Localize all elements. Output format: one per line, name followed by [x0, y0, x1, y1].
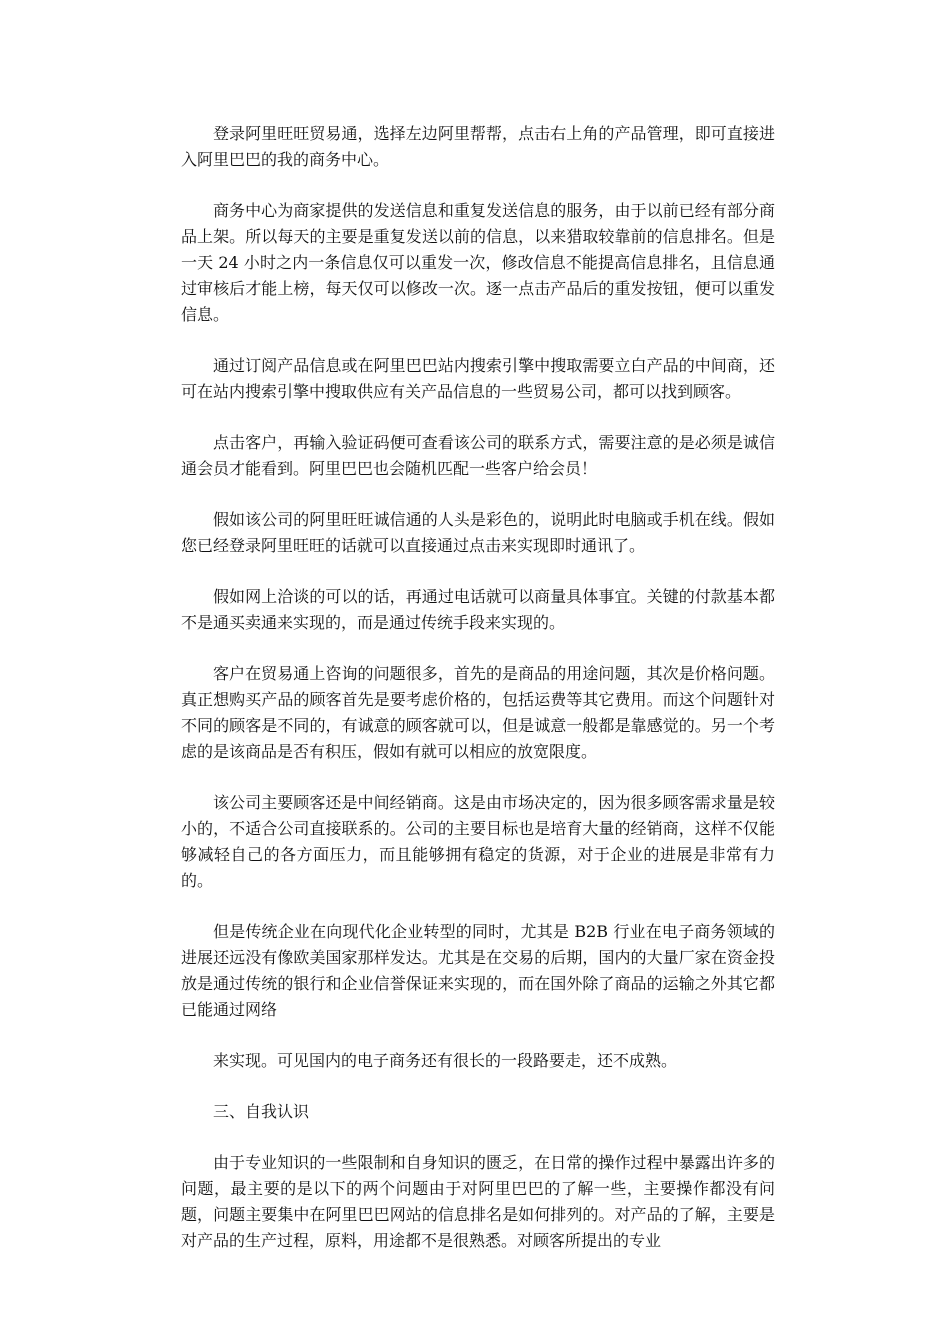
paragraph-2: 商务中心为商家提供的发送信息和重复发送信息的服务，由于以前已经有部分商品上架。所以每天的主要是重复发送以前的信息，以来猎取较靠前的信息排名。但是一天 24 小时之内一条信息仅可以重发一次，修改信息不能提高信息排名，且信息通过审核后才能上榜，每天仅可以修改一次。逐一点击产品后的重发按钮，便可以重发信息。: [181, 201, 775, 324]
paragraph-6: 假如网上洽谈的可以的话，再通过电话就可以商量具体事宜。关键的付款基本都不是通买卖通来实现的，而是通过传统手段来实现的。: [181, 587, 775, 632]
paragraph-11: 由于专业知识的一些限制和自身知识的匮乏，在日常的操作过程中暴露出许多的问题，最主要的是以下的两个问题由于对阿里巴巴的了解一些，主要操作都没有问题，问题主要集中在阿里巴巴网站的信息排名是如何排列的。对产品的了解，主要是对产品的生产过程，原料，用途都不是很熟悉。对顾客所提出的专业: [181, 1153, 775, 1250]
document-body: [181, 121, 775, 1279]
paragraph-1: 登录阿里旺旺贸易通，选择左边阿里帮帮，点击右上角的产品管理，即可直接进入阿里巴巴的我的商务中心。: [181, 124, 775, 169]
paragraph-5: 假如该公司的阿里旺旺诚信通的人头是彩色的，说明此时电脑或手机在线。假如您已经登录阿里旺旺的话就可以直接通过点击来实现即时通讯了。: [181, 510, 775, 555]
paragraph-3: 通过订阅产品信息或在阿里巴巴站内搜索引擎中搜取需要立白产品的中间商，还可在站内搜索引擎中搜取供应有关产品信息的一些贸易公司，都可以找到顾客。: [181, 356, 775, 401]
paragraph-7: 客户在贸易通上咨询的问题很多，首先的是商品的用途问题，其次是价格问题。真正想购买产品的顾客首先是要考虑价格的，包括运费等其它费用。而这个问题针对不同的顾客是不同的，有诚意的顾客就可以，但是诚意一般都是靠感觉的。另一个考虑的是该商品是否有积压，假如有就可以相应的放宽限度。: [181, 664, 775, 761]
paragraph-9: 但是传统企业在向现代化企业转型的同时，尤其是 B2B 行业在电子商务领域的进展还远没有像欧美国家那样发达。尤其是在交易的后期，国内的大量厂家在资金投放是通过传统的银行和企业信誉保证来实现的，而在国外除了商品的运输之外其它都已能通过网络: [181, 922, 775, 1019]
paragraph-8: 该公司主要顾客还是中间经销商。这是由市场决定的，因为很多顾客需求量是较小的，不适合公司直接联系的。公司的主要目标也是培育大量的经销商，这样不仅能够减轻自己的各方面压力，而且能够拥有稳定的货源，对于企业的进展是非常有力的。: [181, 793, 775, 890]
paragraph-10: 来实现。可见国内的电子商务还有很长的一段路要走，还不成熟。: [213, 1051, 678, 1070]
section-heading-self-recognition: 三、自我认识: [213, 1102, 310, 1121]
paragraph-4: 点击客户，再输入验证码便可查看该公司的联系方式，需要注意的是必须是诚信通会员才能看到。阿里巴巴也会随机匹配一些客户给会员！: [181, 433, 775, 478]
